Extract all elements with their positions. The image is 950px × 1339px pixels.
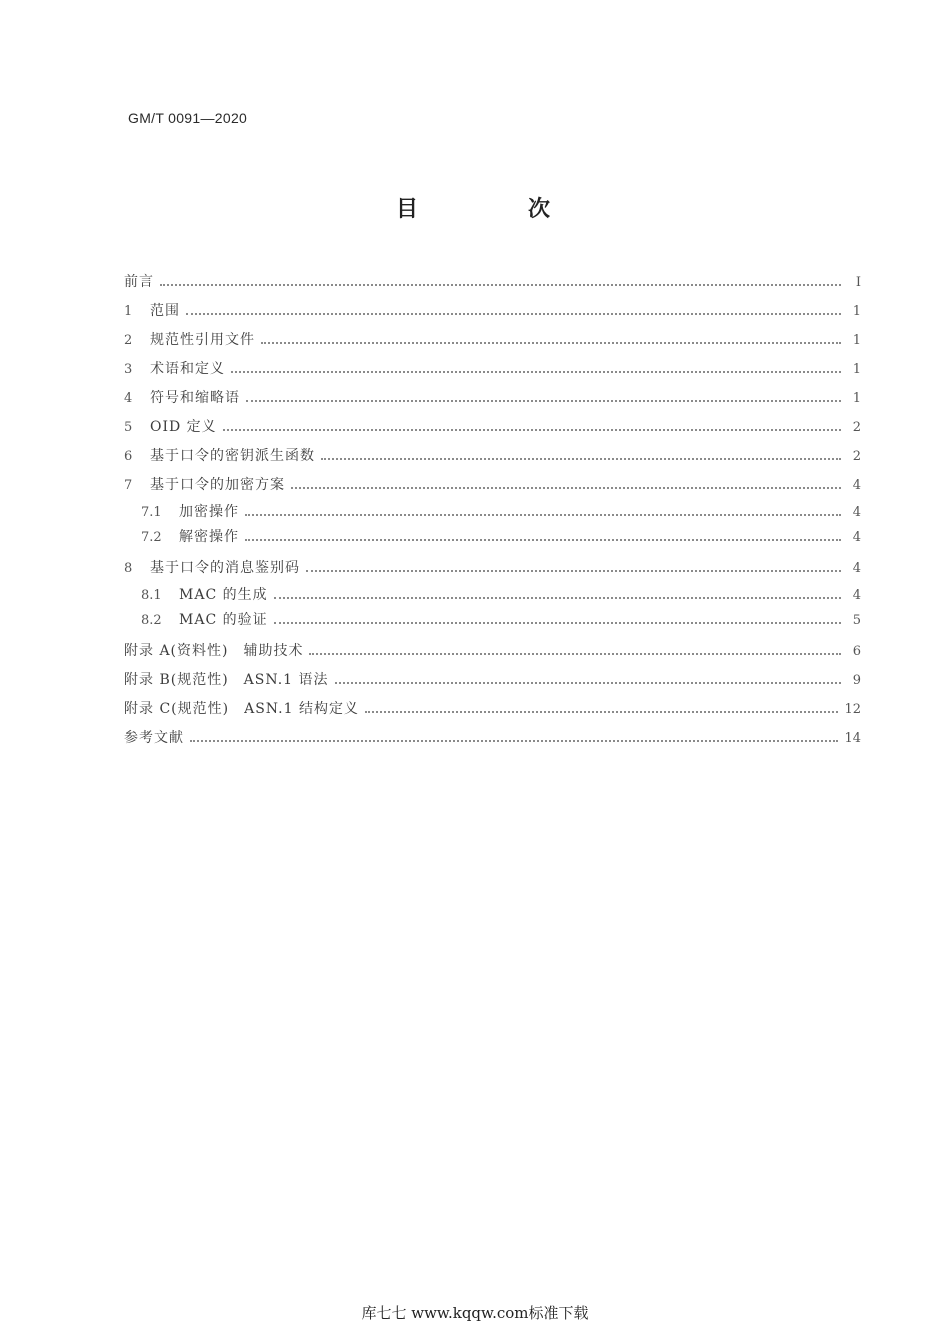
toc-entry-page: 1	[852, 362, 861, 377]
toc-dot-leader	[160, 284, 841, 286]
toc-dot-leader	[309, 653, 841, 655]
toc-entry-label: 前言	[124, 274, 154, 290]
toc-entry-label: MAC 的生成	[179, 587, 268, 603]
toc-entry[interactable]	[124, 500, 861, 525]
toc-entry-page: 6	[852, 644, 861, 659]
toc-entry-page: 2	[852, 449, 861, 464]
toc-entry-label: 范围	[150, 303, 180, 319]
toc-entry-number: 6	[124, 449, 133, 464]
toc-entry[interactable]	[124, 297, 861, 326]
toc-entry[interactable]	[124, 471, 861, 500]
toc-entry-number: 7	[124, 478, 133, 493]
toc-entry-page: 4	[852, 478, 861, 493]
toc-entry[interactable]	[124, 695, 861, 724]
toc-entry-label: 附录 C(规范性) ASN.1 结构定义	[124, 701, 359, 717]
toc-dot-leader	[186, 313, 841, 315]
toc-entry-number: 3	[124, 362, 133, 377]
toc-entry[interactable]	[124, 355, 861, 384]
standard-code: GM/T 0091—2020	[128, 110, 248, 126]
toc-entry-label: MAC 的验证	[179, 612, 268, 628]
toc-entry[interactable]	[124, 326, 861, 355]
toc-dot-leader	[321, 458, 841, 460]
toc-entry-number: 7.2	[141, 530, 162, 545]
toc-entry-number: 8	[124, 561, 133, 576]
toc-entry-number: 7.1	[141, 505, 162, 520]
toc-entry-page: 1	[852, 391, 861, 406]
toc-dot-leader	[306, 570, 841, 572]
toc-entry-label: 基于口令的密钥派生函数	[150, 448, 315, 464]
toc-entry[interactable]	[124, 268, 861, 297]
toc-entry[interactable]	[124, 384, 861, 413]
toc-entry-label: 基于口令的加密方案	[150, 477, 285, 493]
footer-watermark: 库七七 www.kqqw.com标准下载	[361, 1304, 589, 1322]
toc-entry-page: 1	[852, 333, 861, 348]
toc-entry-number: 8.2	[141, 613, 162, 628]
toc-entry-number: 5	[124, 420, 133, 435]
toc-dot-leader	[231, 371, 841, 373]
toc-entry[interactable]	[124, 583, 861, 608]
toc-dot-leader	[223, 429, 841, 431]
toc-entry[interactable]	[124, 442, 861, 471]
toc-entry-page: 14	[844, 731, 861, 746]
toc-entry-number: 4	[124, 391, 133, 406]
toc-entry-label: 符号和缩略语	[150, 390, 240, 406]
toc-dot-leader	[274, 597, 841, 599]
toc-entry[interactable]	[124, 724, 861, 753]
toc-entry-number: 8.1	[141, 588, 162, 603]
toc-dot-leader	[245, 514, 841, 516]
toc-entry-label: 附录 A(资料性) 辅助技术	[124, 643, 304, 659]
toc-entry[interactable]	[124, 554, 861, 583]
toc-entry-page: 12	[844, 702, 861, 717]
toc-entry-number: 2	[124, 333, 133, 348]
toc-entry-page: 1	[852, 304, 861, 319]
toc-entry-label: 基于口令的消息鉴别码	[150, 560, 300, 576]
table-of-contents	[124, 268, 861, 753]
toc-entry-label: 术语和定义	[150, 361, 225, 377]
toc-dot-leader	[335, 682, 841, 684]
toc-dot-leader	[274, 622, 841, 624]
toc-entry-label: 参考文献	[124, 730, 184, 746]
toc-entry-page: 4	[852, 530, 861, 545]
toc-entry-page: 4	[852, 505, 861, 520]
page-title: 目 次	[395, 197, 594, 222]
toc-dot-leader	[190, 740, 838, 742]
toc-dot-leader	[245, 539, 841, 541]
toc-entry-label: 规范性引用文件	[150, 332, 255, 348]
toc-entry-page: 4	[852, 588, 861, 603]
toc-entry[interactable]	[124, 637, 861, 666]
toc-entry-label: OID 定义	[150, 419, 217, 435]
toc-entry-page: 5	[852, 613, 861, 628]
toc-entry-label: 加密操作	[179, 504, 239, 520]
toc-dot-leader	[291, 487, 841, 489]
toc-entry[interactable]	[124, 413, 861, 442]
toc-entry-number: 1	[124, 304, 133, 319]
toc-entry[interactable]	[124, 666, 861, 695]
toc-entry[interactable]	[124, 525, 861, 550]
toc-dot-leader	[246, 400, 841, 402]
toc-dot-leader	[365, 711, 839, 713]
toc-entry-page: 2	[852, 420, 861, 435]
toc-entry-page: 4	[852, 561, 861, 576]
toc-entry-label: 解密操作	[179, 529, 239, 545]
toc-dot-leader	[261, 342, 841, 344]
toc-entry-page: 9	[852, 673, 861, 688]
toc-entry-page: Ⅰ	[855, 275, 861, 290]
toc-entry[interactable]	[124, 608, 861, 633]
toc-entry-label: 附录 B(规范性) ASN.1 语法	[124, 672, 329, 688]
